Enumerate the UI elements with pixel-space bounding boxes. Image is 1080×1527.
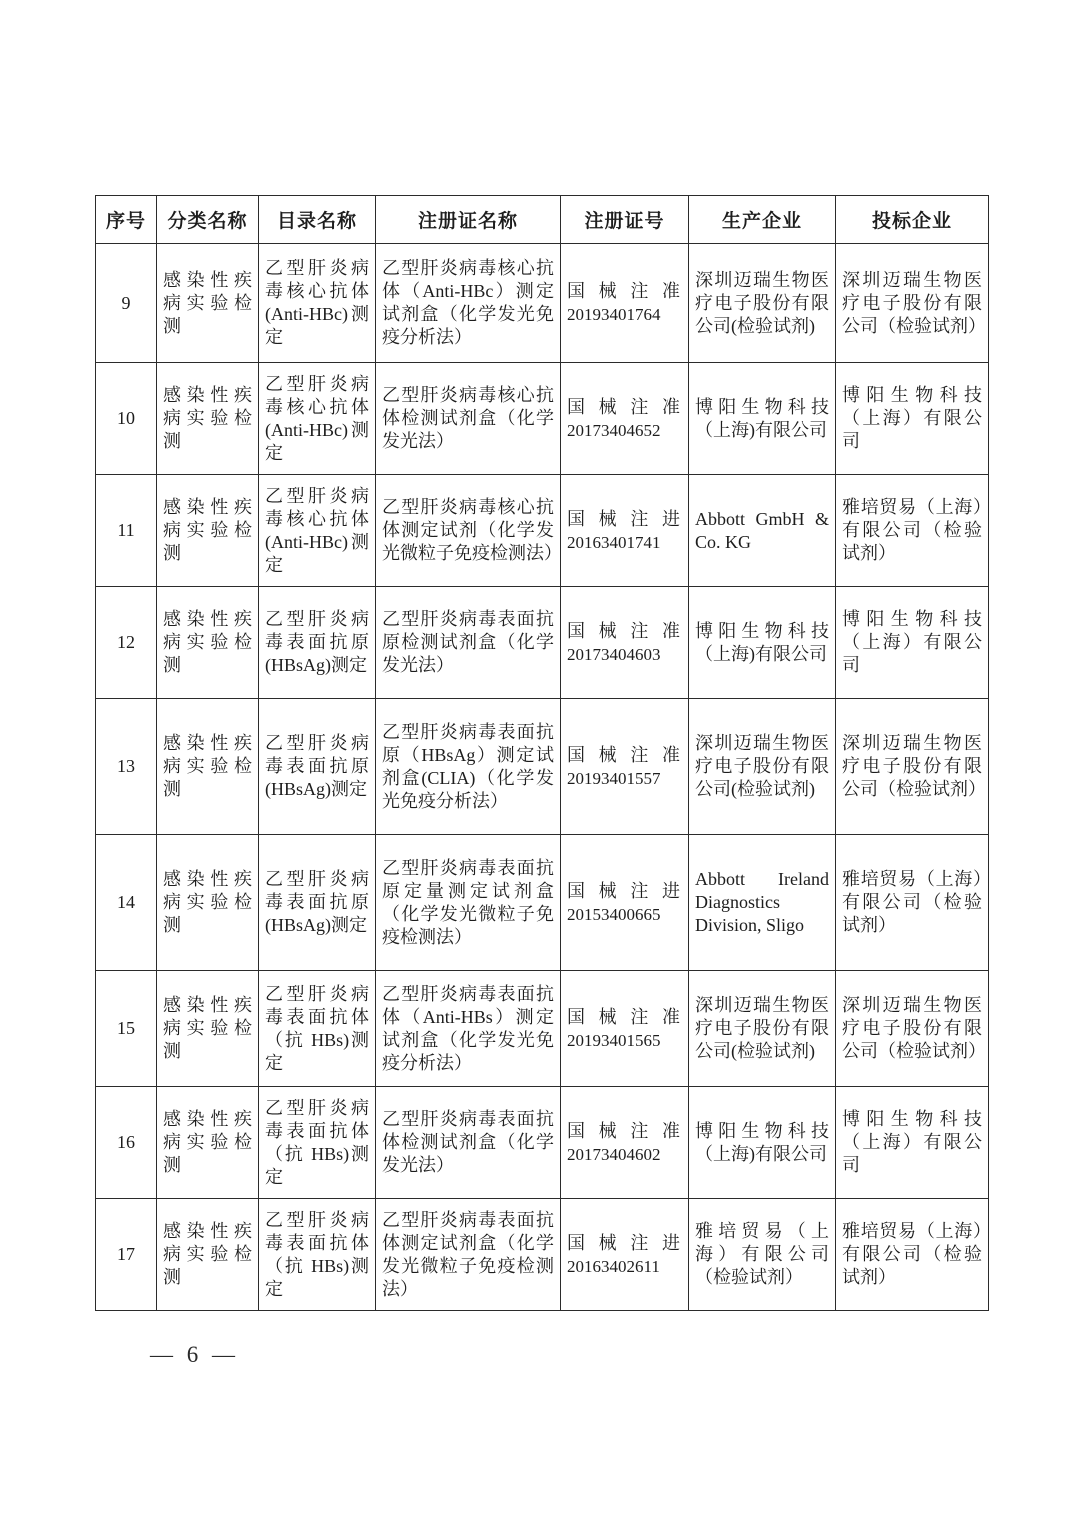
catalog-cell: 乙型肝炎病毒核心抗体(Anti-HBc)测定 xyxy=(259,244,376,363)
category-cell: 感染性疾病实验检测 xyxy=(157,971,259,1087)
cert-name-cell: 乙型肝炎病毒表面抗原定量测定试剂盒（化学发光微粒子免疫检测法） xyxy=(376,835,561,971)
cert-no-cell xyxy=(561,475,689,587)
serial-no-cell: 15 xyxy=(96,971,157,1087)
header-catalog-name: 目录名称 xyxy=(259,196,376,244)
bidder-cell: 深圳迈瑞生物医疗电子股份有限公司（检验试剂） xyxy=(836,971,989,1087)
category-cell: 感染性疾病实验检测 xyxy=(157,363,259,475)
serial-no-cell: 12 xyxy=(96,587,157,699)
serial-no-cell: 13 xyxy=(96,699,157,835)
cert-name-cell: 乙型肝炎病毒核心抗体检测试剂盒（化学发光法） xyxy=(376,363,561,475)
cert-no-prefix: 国械注进 xyxy=(567,1232,682,1253)
cert-no-cell xyxy=(561,1199,689,1311)
cert-no-cell xyxy=(561,363,689,475)
cert-no-number: 20173404652 xyxy=(567,420,661,440)
manufacturer-cell: 深圳迈瑞生物医疗电子股份有限公司(检验试剂) xyxy=(689,971,836,1087)
registration-table xyxy=(95,195,989,1311)
cert-name-cell: 乙型肝炎病毒表面抗原（HBsAg）测定试剂盒(CLIA)（化学发光免疫分析法） xyxy=(376,699,561,835)
table-row xyxy=(96,363,989,475)
catalog-cell: 乙型肝炎病毒表面抗原(HBsAg)测定 xyxy=(259,587,376,699)
catalog-cell: 乙型肝炎病毒表面抗体（抗 HBs)测定 xyxy=(259,1087,376,1199)
cert-name-cell: 乙型肝炎病毒表面抗体（Anti-HBs）测定试剂盒（化学发光免疫分析法） xyxy=(376,971,561,1087)
header-cert-name: 注册证名称 xyxy=(376,196,561,244)
cert-no-cell xyxy=(561,699,689,835)
catalog-cell: 乙型肝炎病毒表面抗原(HBsAg)测定 xyxy=(259,699,376,835)
serial-no-cell: 11 xyxy=(96,475,157,587)
cert-name-cell: 乙型肝炎病毒表面抗体测定试剂盒（化学发光微粒子免疫检测法） xyxy=(376,1199,561,1311)
manufacturer-cell: 雅培贸易（上海）有限公司（检验试剂） xyxy=(689,1199,836,1311)
cert-no-number: 20193401764 xyxy=(567,305,661,324)
cert-name-cell: 乙型肝炎病毒核心抗体（Anti-HBc）测定试剂盒（化学发光免疫分析法） xyxy=(376,244,561,363)
table-row xyxy=(96,1087,989,1199)
category-cell: 感染性疾病实验检测 xyxy=(157,1087,259,1199)
cert-no-number: 20193401565 xyxy=(567,1030,661,1050)
table-header-row xyxy=(96,196,989,244)
catalog-cell: 乙型肝炎病毒表面抗体（抗 HBs)测定 xyxy=(259,971,376,1087)
manufacturer-cell: 深圳迈瑞生物医疗电子股份有限公司(检验试剂) xyxy=(689,244,836,363)
header-serial-no: 序号 xyxy=(96,196,157,244)
cert-no-number: 20173404603 xyxy=(567,644,661,664)
table-row xyxy=(96,699,989,835)
cert-no-prefix: 国械注进 xyxy=(567,880,682,901)
table-row xyxy=(96,1199,989,1311)
bidder-cell: 雅培贸易（上海）有限公司（检验试剂） xyxy=(836,1199,989,1311)
cert-no-prefix: 国械注准 xyxy=(567,1120,682,1141)
cert-no-cell xyxy=(561,244,689,363)
header-bidder: 投标企业 xyxy=(836,196,989,244)
bidder-cell: 博阳生物科技（上海）有限公司 xyxy=(836,1087,989,1199)
bidder-cell: 深圳迈瑞生物医疗电子股份有限公司（检验试剂） xyxy=(836,699,989,835)
cert-no-prefix: 国械注准 xyxy=(567,620,682,641)
cert-no-prefix: 国械注进 xyxy=(567,508,682,529)
table-row xyxy=(96,835,989,971)
cert-no-prefix: 国械注准 xyxy=(567,396,682,417)
serial-no-cell: 16 xyxy=(96,1087,157,1199)
table-row xyxy=(96,475,989,587)
header-category-name: 分类名称 xyxy=(157,196,259,244)
cert-no-prefix: 国械注准 xyxy=(567,281,682,301)
catalog-cell: 乙型肝炎病毒核心抗体(Anti-HBc)测定 xyxy=(259,475,376,587)
cert-no-number: 20163401741 xyxy=(567,532,661,552)
cert-no-number: 20153400665 xyxy=(567,904,661,924)
cert-no-number: 20193401557 xyxy=(567,768,661,788)
manufacturer-cell: 博阳生物科技（上海)有限公司 xyxy=(689,363,836,475)
table-row xyxy=(96,587,989,699)
bidder-cell: 雅培贸易（上海）有限公司（检验试剂） xyxy=(836,475,989,587)
manufacturer-cell: 深圳迈瑞生物医疗电子股份有限公司(检验试剂) xyxy=(689,699,836,835)
bidder-cell: 博阳生物科技（上海）有限公司 xyxy=(836,587,989,699)
category-cell: 感染性疾病实验检测 xyxy=(157,475,259,587)
catalog-cell: 乙型肝炎病毒表面抗原(HBsAg)测定 xyxy=(259,835,376,971)
table-row xyxy=(96,244,989,363)
cert-name-cell: 乙型肝炎病毒核心抗体测定试剂（化学发光微粒子免疫检测法） xyxy=(376,475,561,587)
cert-no-prefix: 国械注准 xyxy=(567,744,682,765)
bidder-cell: 雅培贸易（上海）有限公司（检验试剂） xyxy=(836,835,989,971)
serial-no-cell: 14 xyxy=(96,835,157,971)
cert-no-cell xyxy=(561,835,689,971)
category-cell: 感染性疾病实验检测 xyxy=(157,835,259,971)
cert-name-cell: 乙型肝炎病毒表面抗原检测试剂盒（化学发光法） xyxy=(376,587,561,699)
catalog-cell: 乙型肝炎病毒核心抗体(Anti-HBc)测定 xyxy=(259,363,376,475)
manufacturer-cell: Abbott Ireland Diagnostics Division, Sligo xyxy=(689,835,836,971)
category-cell: 感染性疾病实验检测 xyxy=(157,244,259,363)
category-cell: 感染性疾病实验检测 xyxy=(157,1199,259,1311)
header-manufacturer: 生产企业 xyxy=(689,196,836,244)
manufacturer-cell: Abbott GmbH & Co. KG xyxy=(689,475,836,587)
serial-no-cell: 17 xyxy=(96,1199,157,1311)
cert-no-prefix: 国械注准 xyxy=(567,1006,682,1027)
serial-no-cell: 10 xyxy=(96,363,157,475)
catalog-cell: 乙型肝炎病毒表面抗体（抗 HBs)测定 xyxy=(259,1199,376,1311)
cert-no-cell xyxy=(561,971,689,1087)
category-cell: 感染性疾病实验检测 xyxy=(157,587,259,699)
cert-name-cell: 乙型肝炎病毒表面抗体检测试剂盒（化学发光法） xyxy=(376,1087,561,1199)
cert-no-number: 20163402611 xyxy=(567,1256,660,1276)
header-cert-no: 注册证号 xyxy=(561,196,689,244)
table-row xyxy=(96,971,989,1087)
cert-no-number: 20173404602 xyxy=(567,1144,661,1164)
serial-no-cell: 9 xyxy=(96,244,157,363)
manufacturer-cell: 博阳生物科技（上海)有限公司 xyxy=(689,1087,836,1199)
page-number: — 6 — xyxy=(150,1342,239,1367)
cert-no-cell xyxy=(561,1087,689,1199)
bidder-cell: 深圳迈瑞生物医疗电子股份有限公司（检验试剂） xyxy=(836,244,989,363)
bidder-cell: 博阳生物科技（上海）有限公司 xyxy=(836,363,989,475)
cert-no-cell xyxy=(561,587,689,699)
category-cell: 感染性疾病实验检测 xyxy=(157,699,259,835)
manufacturer-cell: 博阳生物科技（上海)有限公司 xyxy=(689,587,836,699)
